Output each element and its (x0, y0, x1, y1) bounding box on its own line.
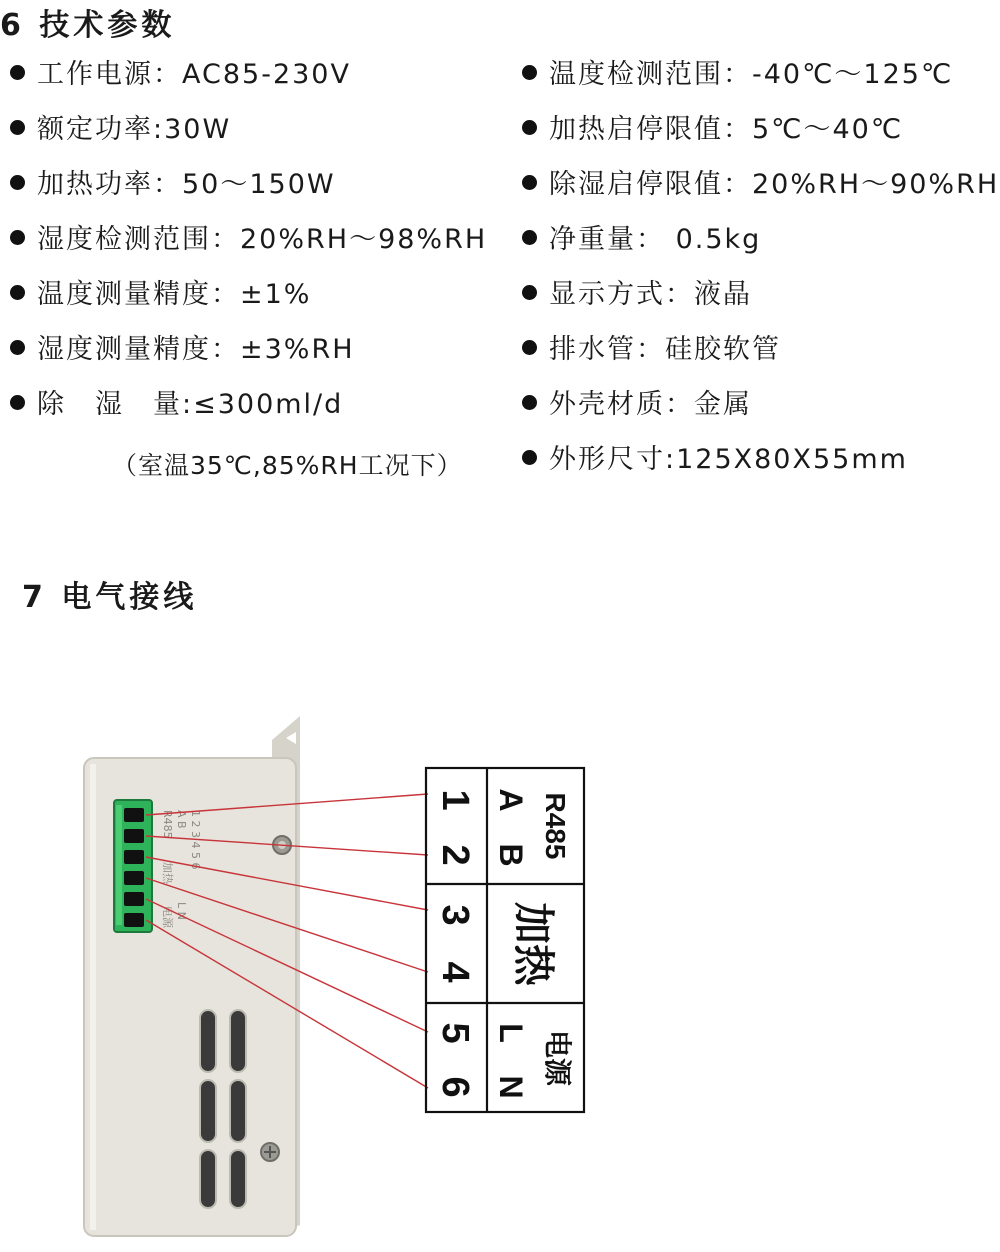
spec-item: 加热功率：50～150W (10, 163, 336, 207)
bullet-icon (522, 120, 537, 135)
spec-item: 湿度检测范围：20%RH～98%RH (10, 218, 487, 262)
bullet-icon (522, 450, 537, 465)
screw-icon (261, 1143, 279, 1161)
svg-text:L N: L N (175, 902, 188, 920)
spec-item: 额定功率:30W (10, 108, 231, 152)
group-labels (510, 793, 573, 1087)
spec-item: 显示方式：液晶 (522, 273, 752, 317)
spec-item: 温度检测范围：-40℃～125℃ (522, 53, 953, 97)
spec-item: 排水管：硅胶软管 (522, 328, 781, 372)
pin-label: L (493, 1023, 529, 1043)
terminal-number: 5 (434, 1022, 476, 1044)
group-label-heat: 加热 (510, 901, 557, 987)
svg-text:R485: R485 (161, 810, 174, 839)
spec-item: 外形尺寸:125X80X55mm (522, 438, 908, 482)
terminal-number: 6 (434, 1076, 476, 1098)
spec-item: 加热启停限值：5℃～40℃ (522, 108, 903, 152)
pin-label: B (493, 843, 529, 867)
spec-item: 工作电源：AC85-230V (10, 53, 351, 97)
bullet-icon (522, 230, 537, 245)
svg-text:电源: 电源 (161, 906, 174, 928)
device-edge-highlight (90, 764, 96, 1230)
bullet-icon (522, 285, 537, 300)
bullet-icon (10, 285, 25, 300)
pin-label: N (493, 1075, 529, 1099)
bullet-icon (10, 175, 25, 190)
bullet-icon (10, 395, 25, 410)
terminal-number: 3 (434, 904, 476, 926)
spec-item: 除湿启停限值：20%RH～90%RH (522, 163, 999, 207)
group-label-power: 电源 (542, 1029, 573, 1087)
spec-item: 湿度测量精度：±3%RH (10, 328, 355, 372)
bullet-icon (522, 175, 537, 190)
spec-item: 温度测量精度：±1% (10, 273, 311, 317)
bullet-icon (522, 65, 537, 80)
bullet-icon (10, 120, 25, 135)
spec-item: 除 湿 量:≤300ml/d (10, 383, 343, 427)
terminal-block (114, 800, 152, 932)
spec-note: （室温35℃,85%RH工况下） (112, 451, 463, 480)
pin-label: A (493, 788, 529, 812)
section-7-title: 7 电气接线 (22, 580, 198, 615)
terminal-numbers (434, 789, 476, 1097)
group-label-r485: R485 (540, 792, 571, 860)
spec-item: 净重量： 0.5kg (522, 218, 761, 262)
terminal-number: 4 (434, 961, 476, 983)
terminal-number: 2 (434, 844, 476, 866)
bullet-icon (10, 65, 25, 80)
bullet-icon (10, 340, 25, 355)
bullet-icon (522, 340, 537, 355)
bullet-icon (522, 395, 537, 410)
spec-item: 外壳材质：金属 (522, 383, 752, 427)
terminal-number: 1 (434, 789, 476, 811)
svg-text:加热: 加热 (161, 862, 174, 884)
svg-text:1 2 3 4 5 6: 1 2 3 4 5 6 (189, 810, 202, 870)
section-6-title: 6 技术参数 (0, 8, 176, 43)
bullet-icon (10, 230, 25, 245)
wiring-diagram (0, 700, 1000, 1252)
svg-text:A B: A B (175, 810, 188, 829)
